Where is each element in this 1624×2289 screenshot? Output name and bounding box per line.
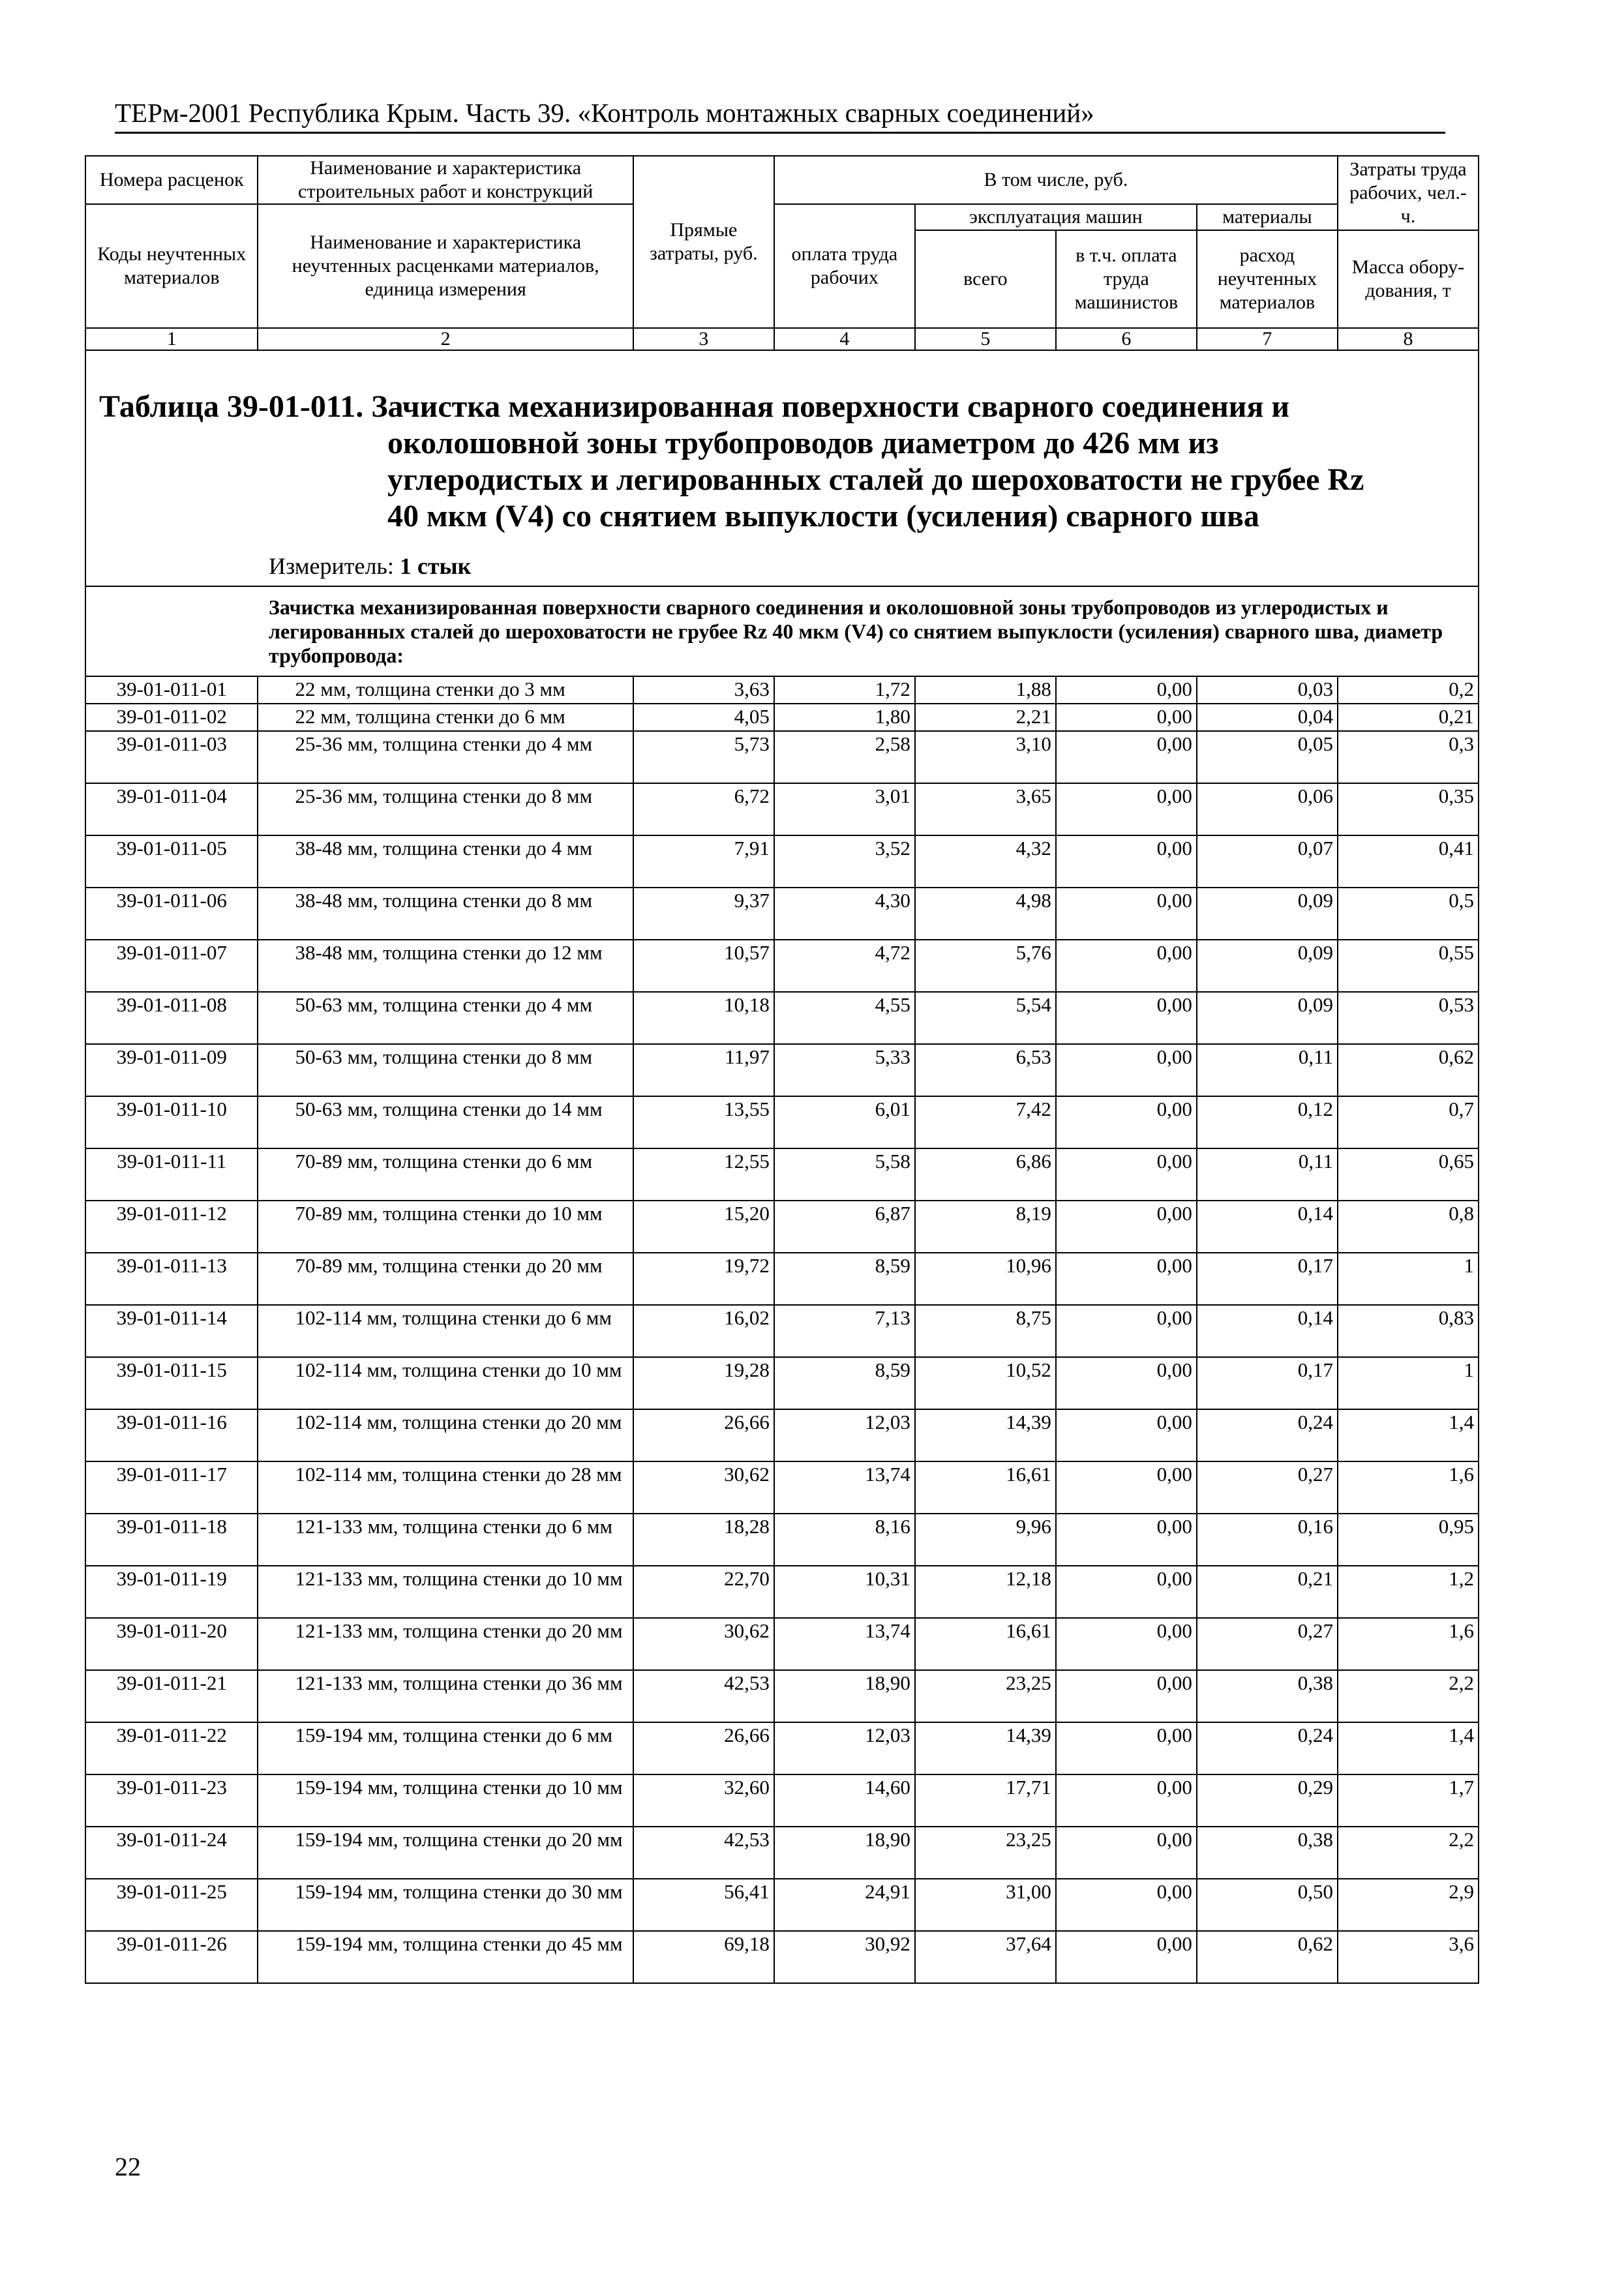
work-description: 50-63 мм, толщина стенки до 14 мм <box>258 1096 633 1148</box>
head-equipment-mass: Масса обору-дования, т <box>1338 230 1479 328</box>
machinists-pay: 0,00 <box>1056 1722 1197 1774</box>
rate-code: 39-01-011-21 <box>85 1670 258 1722</box>
direct-costs: 3,63 <box>633 676 774 704</box>
machines-total: 10,52 <box>915 1357 1056 1409</box>
labor-hours: 0,12 <box>1197 1096 1338 1148</box>
table-row <box>85 1931 1479 1983</box>
machines-total: 17,71 <box>915 1774 1056 1827</box>
direct-costs: 42,53 <box>633 1827 774 1879</box>
rate-code: 39-01-011-16 <box>85 1409 258 1461</box>
machines-total: 3,65 <box>915 783 1056 835</box>
work-description: 121-133 мм, толщина стенки до 10 мм <box>258 1566 633 1618</box>
machines-total: 1,88 <box>915 676 1056 704</box>
labor-pay: 5,58 <box>774 1148 915 1201</box>
machinists-pay: 0,00 <box>1056 1148 1197 1201</box>
head-col1-bottom: Коды неучтенных материалов <box>85 204 258 328</box>
unit-value: 1 стык <box>399 553 472 579</box>
labor-pay: 12,03 <box>774 1409 915 1461</box>
labor-hours: 0,06 <box>1197 783 1338 835</box>
machinists-pay: 0,00 <box>1056 1096 1197 1148</box>
labor-pay: 12,03 <box>774 1722 915 1774</box>
direct-costs: 30,62 <box>633 1461 774 1514</box>
labor-hours: 0,11 <box>1197 1044 1338 1096</box>
table-row <box>85 1566 1479 1618</box>
work-description: 38-48 мм, толщина стенки до 12 мм <box>258 940 633 992</box>
machines-total: 6,86 <box>915 1148 1056 1201</box>
rate-code: 39-01-011-04 <box>85 783 258 835</box>
direct-costs: 6,72 <box>633 783 774 835</box>
col-number: 2 <box>258 328 633 350</box>
page-number: 22 <box>115 2152 141 2181</box>
labor-hours: 0,11 <box>1197 1148 1338 1201</box>
machines-total: 5,54 <box>915 992 1056 1044</box>
labor-pay: 3,52 <box>774 835 915 888</box>
unit-label: Измеритель: <box>269 553 400 579</box>
labor-pay: 8,16 <box>774 1514 915 1566</box>
equipment-mass: 1,7 <box>1338 1774 1479 1827</box>
rate-code: 39-01-011-19 <box>85 1566 258 1618</box>
rate-code: 39-01-011-02 <box>85 704 258 731</box>
price-table <box>85 155 1479 1984</box>
labor-hours: 0,09 <box>1197 888 1338 940</box>
equipment-mass: 1,6 <box>1338 1461 1479 1514</box>
machinists-pay: 0,00 <box>1056 940 1197 992</box>
work-description: 121-133 мм, толщина стенки до 36 мм <box>258 1670 633 1722</box>
rate-code: 39-01-011-14 <box>85 1305 258 1357</box>
direct-costs: 26,66 <box>633 1722 774 1774</box>
machines-total: 23,25 <box>915 1670 1056 1722</box>
head-direct-costs: Прямые затраты, руб. <box>633 156 774 328</box>
header-rule <box>115 132 1445 134</box>
machinists-pay: 0,00 <box>1056 1774 1197 1827</box>
labor-hours: 0,38 <box>1197 1670 1338 1722</box>
labor-pay: 18,90 <box>774 1827 915 1879</box>
machines-total: 6,53 <box>915 1044 1056 1096</box>
machinists-pay: 0,00 <box>1056 1566 1197 1618</box>
labor-hours: 0,14 <box>1197 1201 1338 1253</box>
equipment-mass: 2,2 <box>1338 1670 1479 1722</box>
equipment-mass: 1 <box>1338 1357 1479 1409</box>
machinists-pay: 0,00 <box>1056 1514 1197 1566</box>
running-header: ТЕРм-2001 Республика Крым. Часть 39. «Контроль монтажных сварных соединений» <box>115 98 1094 128</box>
machines-total: 10,96 <box>915 1253 1056 1305</box>
rate-code: 39-01-011-26 <box>85 1931 258 1983</box>
table-row <box>85 835 1479 888</box>
col-number: 5 <box>915 328 1056 350</box>
machinists-pay: 0,00 <box>1056 1409 1197 1461</box>
rate-code: 39-01-011-08 <box>85 992 258 1044</box>
machinists-pay: 0,00 <box>1056 835 1197 888</box>
machinists-pay: 0,00 <box>1056 1253 1197 1305</box>
table-row <box>85 783 1479 835</box>
head-including: В том числе, руб. <box>774 156 1338 204</box>
table-row <box>85 731 1479 783</box>
labor-hours: 0,09 <box>1197 940 1338 992</box>
labor-pay: 7,13 <box>774 1305 915 1357</box>
direct-costs: 26,66 <box>633 1409 774 1461</box>
direct-costs: 9,37 <box>633 888 774 940</box>
work-description: 159-194 мм, толщина стенки до 20 мм <box>258 1827 633 1879</box>
work-description: 159-194 мм, толщина стенки до 6 мм <box>258 1722 633 1774</box>
equipment-mass: 0,41 <box>1338 835 1479 888</box>
direct-costs: 7,91 <box>633 835 774 888</box>
rate-code: 39-01-011-05 <box>85 835 258 888</box>
work-description: 25-36 мм, толщина стенки до 8 мм <box>258 783 633 835</box>
head-materials: материалы <box>1197 204 1338 230</box>
table-row <box>85 1253 1479 1305</box>
machines-total: 23,25 <box>915 1827 1056 1879</box>
machines-total: 14,39 <box>915 1722 1056 1774</box>
unit-of-measure <box>269 552 471 580</box>
direct-costs: 10,57 <box>633 940 774 992</box>
labor-hours: 0,17 <box>1197 1357 1338 1409</box>
direct-costs: 32,60 <box>633 1774 774 1827</box>
labor-hours: 0,27 <box>1197 1618 1338 1670</box>
head-labor-pay: оплата труда рабочих <box>774 204 915 328</box>
table-row <box>85 1827 1479 1879</box>
table-row <box>85 676 1479 704</box>
labor-pay: 6,01 <box>774 1096 915 1148</box>
direct-costs: 13,55 <box>633 1096 774 1148</box>
work-description: 159-194 мм, толщина стенки до 10 мм <box>258 1774 633 1827</box>
table-title-line: 40 мкм (V4) со снятием выпуклости (усиления) сварного шва <box>387 499 1259 533</box>
equipment-mass: 0,95 <box>1338 1514 1479 1566</box>
table-title-line: околошовной зоны трубопроводов диаметром до 426 мм из <box>387 426 1219 460</box>
table-row <box>85 1357 1479 1409</box>
machines-total: 37,64 <box>915 1931 1056 1983</box>
table-title-block <box>85 350 1479 586</box>
head-machinists-pay: в т.ч. оплата труда машинистов <box>1056 230 1197 328</box>
machines-total: 16,61 <box>915 1618 1056 1670</box>
rate-code: 39-01-011-09 <box>85 1044 258 1096</box>
rate-code: 39-01-011-11 <box>85 1148 258 1201</box>
equipment-mass: 0,55 <box>1338 940 1479 992</box>
machinists-pay: 0,00 <box>1056 1879 1197 1931</box>
machinists-pay: 0,00 <box>1056 1670 1197 1722</box>
labor-pay: 30,92 <box>774 1931 915 1983</box>
rate-code: 39-01-011-10 <box>85 1096 258 1148</box>
work-description: 50-63 мм, толщина стенки до 4 мм <box>258 992 633 1044</box>
machines-total: 14,39 <box>915 1409 1056 1461</box>
table-row <box>85 1148 1479 1201</box>
labor-pay: 4,72 <box>774 940 915 992</box>
col-number: 3 <box>633 328 774 350</box>
equipment-mass: 2,2 <box>1338 1827 1479 1879</box>
rate-code: 39-01-011-22 <box>85 1722 258 1774</box>
work-description: 159-194 мм, толщина стенки до 30 мм <box>258 1879 633 1931</box>
table-row <box>85 1670 1479 1722</box>
equipment-mass: 0,2 <box>1338 676 1479 704</box>
equipment-mass: 1,2 <box>1338 1566 1479 1618</box>
work-description: 38-48 мм, толщина стенки до 4 мм <box>258 835 633 888</box>
equipment-mass: 1,6 <box>1338 1618 1479 1670</box>
equipment-mass: 0,65 <box>1338 1148 1479 1201</box>
direct-costs: 19,28 <box>633 1357 774 1409</box>
col-number: 6 <box>1056 328 1197 350</box>
work-description: 102-114 мм, толщина стенки до 20 мм <box>258 1409 633 1461</box>
direct-costs: 42,53 <box>633 1670 774 1722</box>
table-row <box>85 940 1479 992</box>
labor-pay: 8,59 <box>774 1253 915 1305</box>
equipment-mass: 0,3 <box>1338 731 1479 783</box>
rate-code: 39-01-011-12 <box>85 1201 258 1253</box>
machines-total: 5,76 <box>915 940 1056 992</box>
labor-hours: 0,16 <box>1197 1514 1338 1566</box>
work-description: 22 мм, толщина стенки до 6 мм <box>258 704 633 731</box>
col-number: 4 <box>774 328 915 350</box>
labor-pay: 8,59 <box>774 1357 915 1409</box>
machines-total: 7,42 <box>915 1096 1056 1148</box>
head-labor-cost: Затраты труда рабочих, чел.-ч. <box>1338 156 1479 230</box>
labor-pay: 5,33 <box>774 1044 915 1096</box>
labor-hours: 0,04 <box>1197 704 1338 731</box>
table-title-line: углеродистых и легированных сталей до шероховатости не грубее Rz <box>387 462 1364 497</box>
work-description: 22 мм, толщина стенки до 3 мм <box>258 676 633 704</box>
labor-pay: 4,30 <box>774 888 915 940</box>
direct-costs: 18,28 <box>633 1514 774 1566</box>
labor-pay: 18,90 <box>774 1670 915 1722</box>
rate-code: 39-01-011-18 <box>85 1514 258 1566</box>
direct-costs: 4,05 <box>633 704 774 731</box>
table-row <box>85 1618 1479 1670</box>
machinists-pay: 0,00 <box>1056 676 1197 704</box>
equipment-mass: 0,62 <box>1338 1044 1479 1096</box>
direct-costs: 19,72 <box>633 1253 774 1305</box>
labor-hours: 0,21 <box>1197 1566 1338 1618</box>
direct-costs: 15,20 <box>633 1201 774 1253</box>
machinists-pay: 0,00 <box>1056 1044 1197 1096</box>
rate-code: 39-01-011-01 <box>85 676 258 704</box>
rate-code: 39-01-011-13 <box>85 1253 258 1305</box>
section-heading: Зачистка механизированная поверхности сварного соединения и околошовной зоны трубопроводов из углеродистых и легированных сталей до шероховатости не грубее Rz 40 мкм (V4) со снятием выпуклости (усиления) сварного шва, диаметр трубопровода: <box>85 586 1479 676</box>
col-number: 1 <box>85 328 258 350</box>
machines-total: 12,18 <box>915 1566 1056 1618</box>
labor-hours: 0,29 <box>1197 1774 1338 1827</box>
equipment-mass: 0,5 <box>1338 888 1479 940</box>
table-row <box>85 1879 1479 1931</box>
machinists-pay: 0,00 <box>1056 1461 1197 1514</box>
machines-total: 16,61 <box>915 1461 1056 1514</box>
machinists-pay: 0,00 <box>1056 783 1197 835</box>
labor-hours: 0,38 <box>1197 1827 1338 1879</box>
labor-hours: 0,07 <box>1197 835 1338 888</box>
rate-code: 39-01-011-24 <box>85 1827 258 1879</box>
equipment-mass: 0,83 <box>1338 1305 1479 1357</box>
machines-total: 31,00 <box>915 1879 1056 1931</box>
table-row <box>85 1461 1479 1514</box>
work-description: 50-63 мм, толщина стенки до 8 мм <box>258 1044 633 1096</box>
labor-hours: 0,05 <box>1197 731 1338 783</box>
head-col2-top: Наименование и характеристика строительных работ и конструкций <box>258 156 633 204</box>
direct-costs: 22,70 <box>633 1566 774 1618</box>
labor-hours: 0,17 <box>1197 1253 1338 1305</box>
labor-hours: 0,14 <box>1197 1305 1338 1357</box>
machines-total: 2,21 <box>915 704 1056 731</box>
machinists-pay: 0,00 <box>1056 1931 1197 1983</box>
labor-pay: 13,74 <box>774 1461 915 1514</box>
machinists-pay: 0,00 <box>1056 1305 1197 1357</box>
work-description: 70-89 мм, толщина стенки до 20 мм <box>258 1253 633 1305</box>
labor-hours: 0,24 <box>1197 1409 1338 1461</box>
rate-code: 39-01-011-23 <box>85 1774 258 1827</box>
equipment-mass: 1,4 <box>1338 1722 1479 1774</box>
equipment-mass: 0,35 <box>1338 783 1479 835</box>
equipment-mass: 0,8 <box>1338 1201 1479 1253</box>
labor-pay: 4,55 <box>774 992 915 1044</box>
head-materials-unaccounted: расход неучтенных материалов <box>1197 230 1338 328</box>
equipment-mass: 0,53 <box>1338 992 1479 1044</box>
labor-pay: 14,60 <box>774 1774 915 1827</box>
machines-total: 8,19 <box>915 1201 1056 1253</box>
direct-costs: 11,97 <box>633 1044 774 1096</box>
machinists-pay: 0,00 <box>1056 731 1197 783</box>
machinists-pay: 0,00 <box>1056 888 1197 940</box>
work-description: 38-48 мм, толщина стенки до 8 мм <box>258 888 633 940</box>
direct-costs: 5,73 <box>633 731 774 783</box>
table-row <box>85 1201 1479 1253</box>
col-number: 7 <box>1197 328 1338 350</box>
machinists-pay: 0,00 <box>1056 1357 1197 1409</box>
machinists-pay: 0,00 <box>1056 704 1197 731</box>
rate-code: 39-01-011-15 <box>85 1357 258 1409</box>
rate-code: 39-01-011-03 <box>85 731 258 783</box>
machines-total: 4,98 <box>915 888 1056 940</box>
machines-total: 8,75 <box>915 1305 1056 1357</box>
table-row <box>85 1774 1479 1827</box>
labor-pay: 1,72 <box>774 676 915 704</box>
direct-costs: 12,55 <box>633 1148 774 1201</box>
rate-code: 39-01-011-17 <box>85 1461 258 1514</box>
labor-pay: 24,91 <box>774 1879 915 1931</box>
work-description: 102-114 мм, толщина стенки до 6 мм <box>258 1305 633 1357</box>
table-row <box>85 1305 1479 1357</box>
machinists-pay: 0,00 <box>1056 1827 1197 1879</box>
machines-total: 4,32 <box>915 835 1056 888</box>
direct-costs: 56,41 <box>633 1879 774 1931</box>
table-row <box>85 1722 1479 1774</box>
work-description: 102-114 мм, толщина стенки до 10 мм <box>258 1357 633 1409</box>
table-row <box>85 1409 1479 1461</box>
work-description: 121-133 мм, толщина стенки до 20 мм <box>258 1618 633 1670</box>
rate-code: 39-01-011-25 <box>85 1879 258 1931</box>
head-machines-total: всего <box>915 230 1056 328</box>
equipment-mass: 0,21 <box>1338 704 1479 731</box>
table-row <box>85 1044 1479 1096</box>
work-description: 121-133 мм, толщина стенки до 6 мм <box>258 1514 633 1566</box>
head-machines: эксплуатация машин <box>915 204 1197 230</box>
direct-costs: 30,62 <box>633 1618 774 1670</box>
table-row <box>85 992 1479 1044</box>
labor-pay: 3,01 <box>774 783 915 835</box>
direct-costs: 69,18 <box>633 1931 774 1983</box>
table-row <box>85 704 1479 731</box>
work-description: 25-36 мм, толщина стенки до 4 мм <box>258 731 633 783</box>
direct-costs: 10,18 <box>633 992 774 1044</box>
table-body <box>85 676 1479 1983</box>
table-row <box>85 1096 1479 1148</box>
table-title-line: Таблица 39-01-011. Зачистка механизированная поверхности сварного соединения и <box>99 389 1290 424</box>
table-row <box>85 1514 1479 1566</box>
labor-hours: 0,09 <box>1197 992 1338 1044</box>
labor-hours: 0,24 <box>1197 1722 1338 1774</box>
labor-hours: 0,62 <box>1197 1931 1338 1983</box>
labor-pay: 13,74 <box>774 1618 915 1670</box>
head-col1-top: Номера расценок <box>85 156 258 204</box>
work-description: 102-114 мм, толщина стенки до 28 мм <box>258 1461 633 1514</box>
machinists-pay: 0,00 <box>1056 992 1197 1044</box>
equipment-mass: 1,4 <box>1338 1409 1479 1461</box>
labor-hours: 0,03 <box>1197 676 1338 704</box>
work-description: 70-89 мм, толщина стенки до 10 мм <box>258 1201 633 1253</box>
rate-code: 39-01-011-20 <box>85 1618 258 1670</box>
equipment-mass: 1 <box>1338 1253 1479 1305</box>
head-col2-bottom: Наименование и характеристика неучтенных расценками материалов, единица измерения <box>258 204 633 328</box>
machinists-pay: 0,00 <box>1056 1201 1197 1253</box>
equipment-mass: 3,6 <box>1338 1931 1479 1983</box>
labor-hours: 0,27 <box>1197 1461 1338 1514</box>
labor-pay: 6,87 <box>774 1201 915 1253</box>
direct-costs: 16,02 <box>633 1305 774 1357</box>
labor-pay: 1,80 <box>774 704 915 731</box>
machines-total: 9,96 <box>915 1514 1056 1566</box>
column-numbers-row <box>85 328 1479 350</box>
work-description: 70-89 мм, толщина стенки до 6 мм <box>258 1148 633 1201</box>
labor-pay: 10,31 <box>774 1566 915 1618</box>
equipment-mass: 2,9 <box>1338 1879 1479 1931</box>
machinists-pay: 0,00 <box>1056 1618 1197 1670</box>
rate-code: 39-01-011-07 <box>85 940 258 992</box>
labor-hours: 0,50 <box>1197 1879 1338 1931</box>
labor-pay: 2,58 <box>774 731 915 783</box>
rate-code: 39-01-011-06 <box>85 888 258 940</box>
machines-total: 3,10 <box>915 731 1056 783</box>
table-row <box>85 888 1479 940</box>
col-number: 8 <box>1338 328 1479 350</box>
equipment-mass: 0,7 <box>1338 1096 1479 1148</box>
work-description: 159-194 мм, толщина стенки до 45 мм <box>258 1931 633 1983</box>
